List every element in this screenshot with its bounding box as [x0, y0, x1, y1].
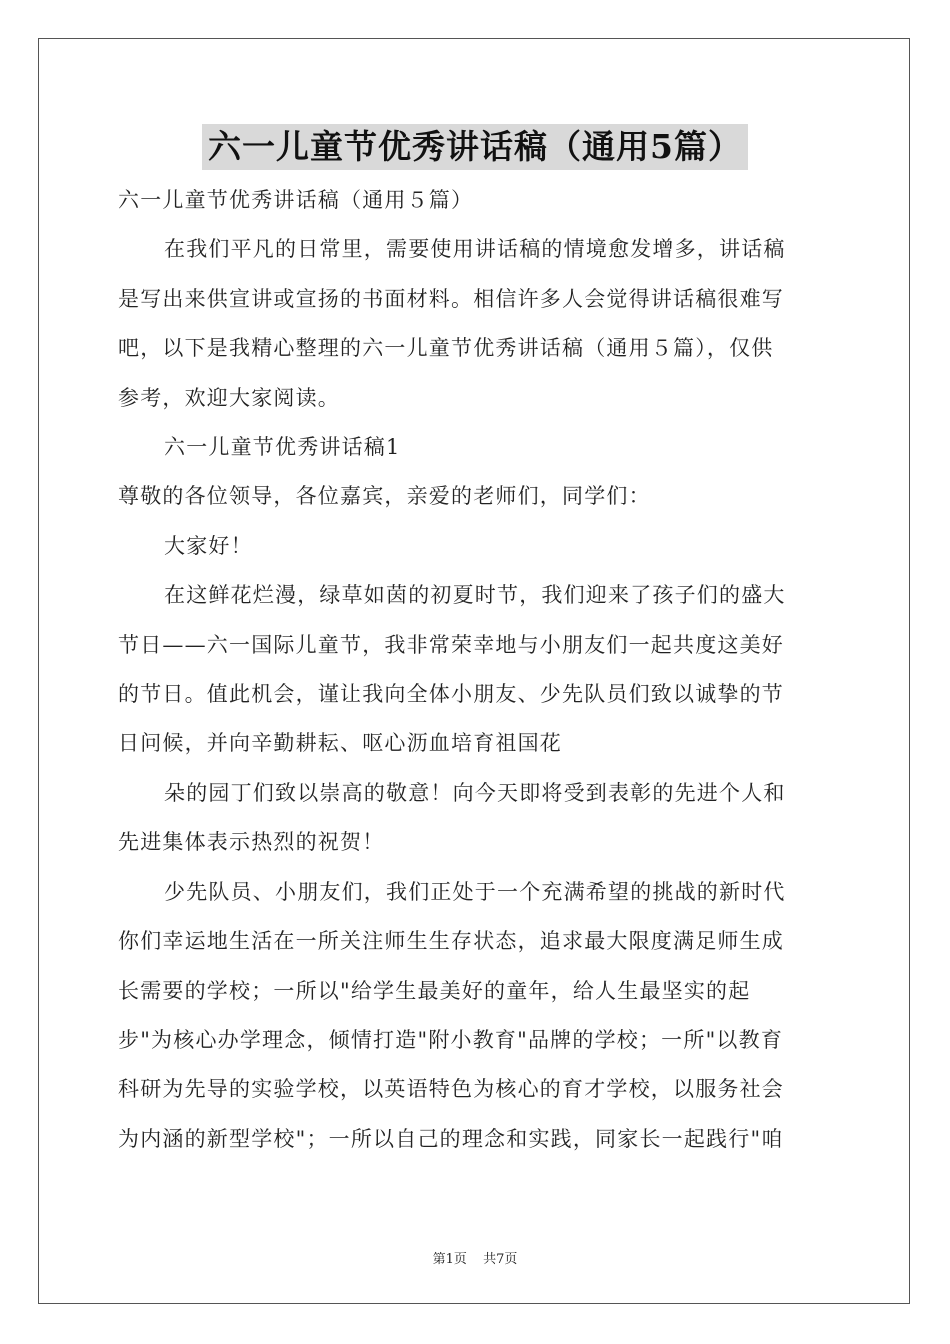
body-line: 长需要的学校；一所以"给学生最美好的童年，给人生最坚实的起: [118, 978, 751, 1003]
body-line: 少先队员、小朋友们，我们正处于一个充满希望的挑战的新时代: [164, 879, 786, 904]
page-total: 共7页: [483, 1252, 518, 1267]
body-line: 先进集体表示热烈的祝贺！: [118, 830, 385, 855]
body-line: 的节日。值此机会，谨让我向全体小朋友、少先队员们致以诚挚的节: [118, 682, 784, 707]
document-body: [118, 176, 832, 1164]
body-line: 是写出来供宣讲或宣扬的书面材料。相信许多人会觉得讲话稿很难写: [118, 286, 784, 311]
body-line: 大家好！: [164, 533, 253, 558]
body-line: 日问候，并向辛勤耕耘、呕心沥血培育祖国花: [118, 731, 562, 756]
body-line: 在这鲜花烂漫，绿草如茵的初夏时节，我们迎来了孩子们的盛大: [164, 583, 786, 608]
body-line: 节日——六一国际儿童节，我非常荣幸地与小朋友们一起共度这美好: [118, 632, 784, 657]
page-footer: [0, 1248, 950, 1267]
body-line: 尊敬的各位领导，各位嘉宾，亲爱的老师们，同学们：: [118, 484, 651, 509]
body-line: 六一儿童节优秀讲话稿（通用５篇）: [118, 188, 474, 212]
body-line: 步"为核心办学理念，倾情打造"附小教育"品牌的学校；一所"以教育: [118, 1027, 784, 1052]
body-line: 朵的园丁们致以崇高的敬意！向今天即将受到表彰的先进个人和: [164, 780, 786, 805]
title-container: [0, 124, 950, 170]
body-line: 你们幸运地生活在一所关注师生生存状态，追求最大限度满足师生成: [118, 929, 784, 954]
body-line: 为内涵的新型学校"；一所以自己的理念和实践，同家长一起践行"咱: [118, 1126, 784, 1151]
body-line: 参考，欢迎大家阅读。: [118, 385, 340, 410]
body-line: 六一儿童节优秀讲话稿1: [164, 435, 401, 460]
body-line: 科研为先导的实验学校，以英语特色为核心的育才学校，以服务社会: [118, 1077, 784, 1102]
body-line: 吧，以下是我精心整理的六一儿童节优秀讲话稿（通用５篇），仅供: [118, 336, 774, 361]
page-number: 第1页: [432, 1252, 467, 1267]
document-title: 六一儿童节优秀讲话稿（通用5篇）: [202, 124, 748, 170]
body-line: 在我们平凡的日常里，需要使用讲话稿的情境愈发增多，讲话稿: [164, 237, 786, 262]
